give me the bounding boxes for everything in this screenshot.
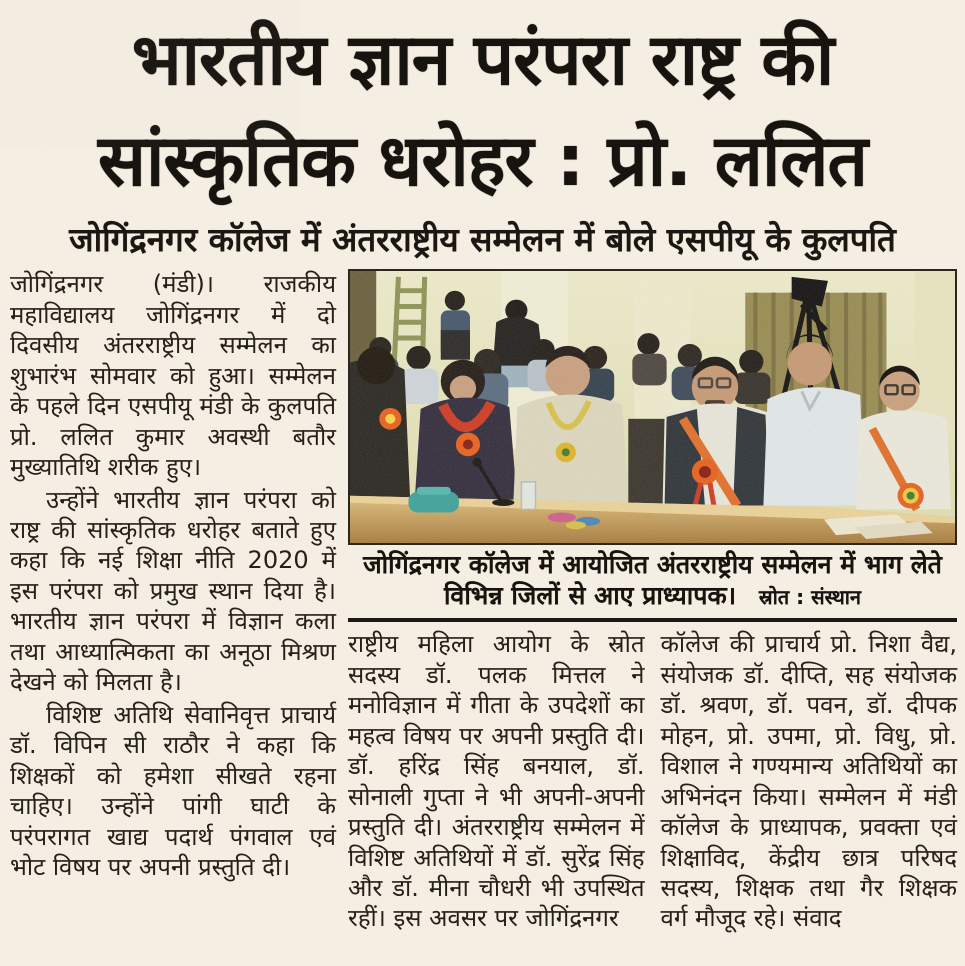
photo-source: स्रोत : संस्थान [758, 584, 862, 609]
photo-caption-text: जोगिंद्रनगर कॉलेज में आयोजित अंतरराष्ट्रीय सम्मेलन में भाग लेते विभिन्न जिलों से आए प्राध्यापक। [363, 550, 942, 610]
article-body [0, 263, 965, 934]
conference-photo [348, 269, 957, 545]
paragraph-2: उन्होंने भारतीय ज्ञान परंपरा को राष्ट्र की सांस्कृतिक धरोहर बताते हुए कहा कि नई शिक्षा नीति 2020 में इस परंपरा को प्रमुख स्थान दिया है। भारतीय ज्ञान परंपरा में विज्ञान कला तथा आध्यात्मिकता का अनूठा मिश्रण देखने को मिलता है। [10, 485, 336, 697]
continuation-columns [348, 629, 957, 934]
subheadline: जोगिंद्रनगर कॉलेज में अंतरराष्ट्रीय सम्मेलन में बोले एसपीयू के कुलपति [69, 219, 896, 259]
photo-grain-overlay [350, 271, 955, 543]
article-column-right: कॉलेज की प्राचार्य प्रो. निशा वैद्य, संयोजक डॉ. दीप्ति, सह संयोजक डॉ. श्रवण, डॉ. पवन, डॉ. दीपक मोहन, प्रो. उपमा, प्रो. विधु, प्रो. विशाल ने गण्यमान्य अतिथियों का अभिनंदन किया। सम्मेलन में मंडी कॉलेज के प्राध्यापक, प्रवक्ता एवं शिक्षाविद, केंद्रीय छात्र परिषद सदस्य, शिक्षक तथा गैर शिक्षक वर्ग मौजूद रहे। संवाद [660, 630, 957, 933]
headline-line-2: सांस्कृतिक धरोहर : प्रो. ललित [98, 118, 867, 202]
paragraph-3: विशिष्ट अतिथि सेवानिवृत्त प्राचार्य डॉ. विपिन सी राठौर ने कहा कि शिक्षकों को हमेशा सीखते रहना चाहिए। उन्होंने पांगी घाटी के परंपरागत खाद्य पदार्थ पंगवाल एवं भोट विषय पर अपनी प्रस्तुति दी। [10, 700, 336, 882]
article-column-middle: राष्ट्रीय महिला आयोग के स्रोत सदस्य डॉ. पलक मित्तल ने मनोविज्ञान में गीता के उपदेशों का महत्व विषय पर अपनी प्रस्तुति दी। डॉ. हरिंद्र सिंह बनयाल, डॉ. सोनाली गुप्ता ने भी अपनी-अपनी प्रस्तुति दी। अंतरराष्ट्रीय सम्मेलन में विशिष्ट अतिथियों में डॉ. सुरेंद्र सिंह और डॉ. मीना चौधरी भी उपस्थित रहीं। इस अवसर पर जोगिंद्रनगर [348, 630, 645, 933]
article-right-zone [348, 269, 957, 934]
headline [0, 0, 965, 212]
paragraph-dateline: जोगिंद्रनगर (मंडी)। राजकीय महाविद्यालय जोगिंद्रनगर में दो दिवसीय अंतरराष्ट्रीय सम्मेलन का शुभारंभ सोमवार को हुआ। सम्मेलन के पहले दिन एसपीयू मंडी के कुलपति प्रो. ललित कुमार अवस्थी बतौर मुख्यातिथि शरीक हुए। [10, 270, 336, 482]
article-column-left [10, 269, 336, 934]
headline-line-1: भारतीय ज्ञान परंपरा राष्ट्र की [131, 18, 834, 101]
photo-caption [348, 545, 957, 622]
